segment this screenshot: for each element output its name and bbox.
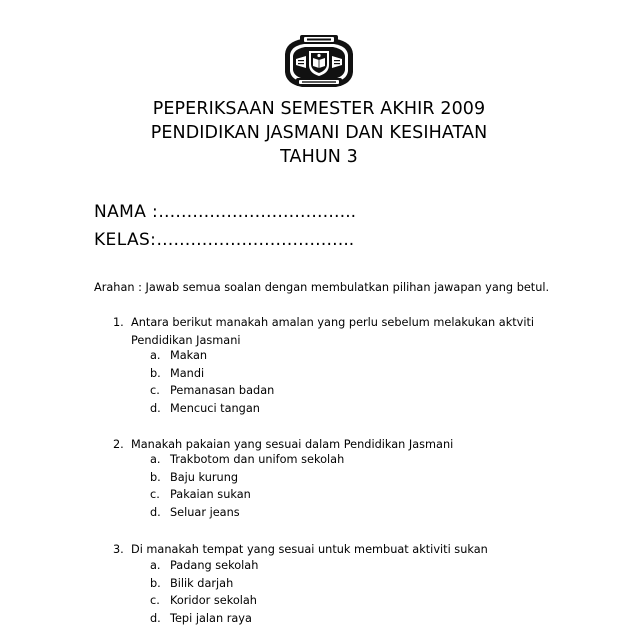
exam-title-line-3: TAHUN 3 (280, 147, 358, 167)
nama-blank-line[interactable]: …………………………….. (158, 202, 356, 222)
question-number: 2. (113, 438, 124, 451)
option-text: Padang sekolah (170, 559, 259, 572)
question-number: 3. (113, 543, 124, 556)
option-letter: a. (150, 559, 161, 572)
option-letter: d. (150, 401, 161, 415)
nama-field[interactable] (94, 201, 356, 223)
exam-title-line-2: PENDIDIKAN JASMANI DAN KESIHATAN (150, 123, 488, 143)
exam-title-line-1: PEPERIKSAAN SEMESTER AKHIR 2009 (152, 99, 486, 119)
instruction-text: Arahan : Jawab semua soalan dengan membulatkan pilihan jawapan yang betul. (94, 281, 550, 294)
option-letter: c. (150, 594, 160, 608)
option-letter: d. (150, 611, 161, 625)
kelas-label: KELAS: (94, 230, 157, 250)
question-text (131, 314, 591, 350)
option-text: Pakaian sukan (170, 488, 251, 502)
option-text: Koridor sekolah (170, 594, 257, 608)
option-letter: d. (150, 505, 161, 519)
kelas-field[interactable] (94, 229, 354, 251)
option-letter: a. (150, 453, 161, 466)
nama-label: NAMA : (94, 202, 159, 222)
kelas-blank-line[interactable]: …………………………….. (156, 230, 355, 250)
question-text-line-2: Pendidikan Jasmani (131, 334, 241, 347)
option-text: Mencuci tangan (170, 401, 260, 415)
option-text: Makan (170, 349, 208, 362)
option-text: Mandi (170, 366, 205, 380)
option-letter: c. (150, 488, 160, 502)
option-text: Baju kurung (170, 470, 239, 484)
question-number: 1. (113, 316, 124, 329)
option-text: Pemanasan badan (170, 384, 275, 398)
option-text: Tepi jalan raya (170, 611, 252, 625)
question-text-line-1: Manakah pakaian yang sesuai dalam Pendidikan Jasmani (131, 438, 454, 451)
option-text: Seluar jeans (170, 505, 240, 519)
crest-emblem-icon (282, 32, 356, 94)
option-letter: b. (150, 366, 161, 380)
option-text: Trakbotom dan unifom sekolah (170, 453, 345, 466)
exam-title (0, 97, 638, 169)
question-text-line-1: Di manakah tempat yang sesuai untuk membuat aktiviti sukan (131, 543, 488, 556)
option-letter: a. (150, 349, 161, 362)
question-text-line-1: Antara berikut manakah amalan yang perlu sebelum melakukan aktviti (131, 316, 535, 329)
school-crest-logo (282, 32, 356, 94)
option-letter: c. (150, 384, 160, 398)
option-letter: b. (150, 470, 161, 484)
option-letter: b. (150, 576, 161, 590)
option-text: Bilik darjah (170, 576, 234, 590)
